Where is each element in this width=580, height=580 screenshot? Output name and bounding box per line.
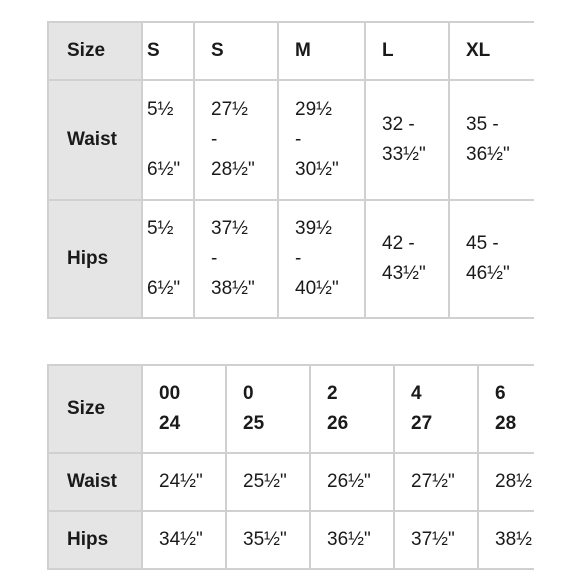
column-header: S — [211, 40, 224, 61]
column-header: 0 25 — [243, 383, 265, 434]
size-chart-table-2 — [47, 364, 534, 570]
column-header: L — [382, 40, 394, 61]
size-header-label: Size — [48, 365, 142, 453]
measurement-cell: 28½ — [495, 471, 532, 492]
measurement-cell: 36½" — [327, 529, 371, 550]
measurement-cell: 35½" — [243, 529, 287, 550]
measurement-cell: 35 - 36½" — [466, 114, 510, 165]
table-header-row — [48, 22, 534, 80]
column-header: 2 26 — [327, 383, 349, 434]
measurement-cell: 29½ - 30½" — [295, 99, 339, 180]
measurement-cell: 5½ 6½" — [147, 99, 181, 180]
table-row — [48, 511, 534, 569]
table-header-row — [48, 365, 534, 453]
measurement-cell: 37½" — [411, 529, 455, 550]
table-row — [48, 453, 534, 511]
measurement-cell: 27½" — [411, 471, 455, 492]
column-header: 6 28 — [495, 383, 517, 434]
column-header: S — [147, 40, 160, 61]
column-header: XL — [466, 40, 491, 61]
measurement-cell: 37½ - 38½" — [211, 218, 255, 299]
measurement-cell: 24½" — [159, 471, 203, 492]
measurement-cell: 34½" — [159, 529, 203, 550]
table-row — [48, 80, 534, 200]
table-row — [48, 200, 534, 318]
measurement-cell: 25½" — [243, 471, 287, 492]
measurement-cell: 5½ 6½" — [147, 218, 181, 299]
measurement-cell: 38½ — [495, 529, 532, 550]
measurement-cell: 42 - 43½" — [382, 233, 426, 284]
row-label-waist: Waist — [48, 80, 142, 200]
measurement-cell: 26½" — [327, 471, 371, 492]
measurement-cell: 27½ - 28½" — [211, 99, 255, 180]
measurement-cell: 39½ - 40½" — [295, 218, 339, 299]
column-header: M — [295, 40, 311, 61]
column-header: 4 27 — [411, 383, 433, 434]
size-header-label: Size — [48, 22, 142, 80]
row-label-hips: Hips — [48, 200, 142, 318]
size-chart-table-1 — [47, 21, 534, 319]
row-label-hips: Hips — [48, 511, 142, 569]
row-label-waist: Waist — [48, 453, 142, 511]
column-header: 00 24 — [159, 383, 181, 434]
measurement-cell: 32 - 33½" — [382, 114, 426, 165]
measurement-cell: 45 - 46½" — [466, 233, 510, 284]
